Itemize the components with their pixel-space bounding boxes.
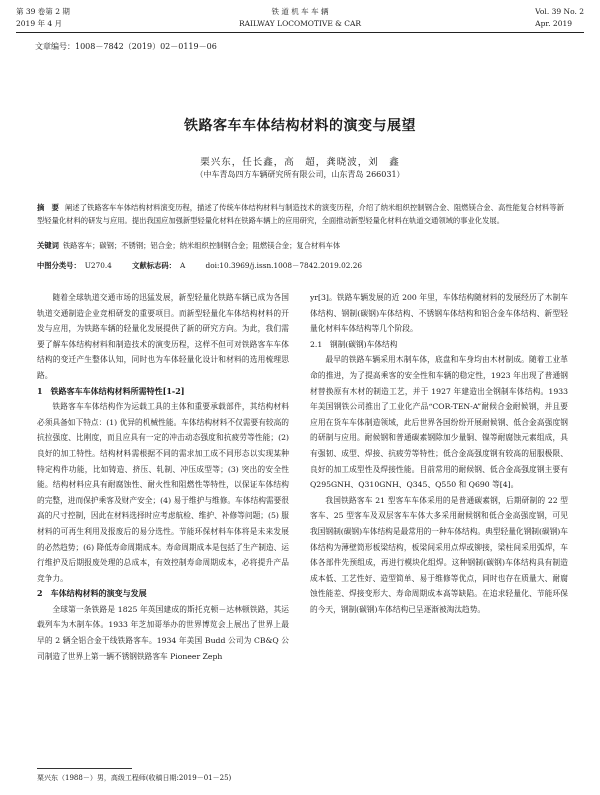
section-1-text: 铁路客车车体结构作为运载工具的主体和重要承载部件，其结构材料必须具备如下特点：(1) 优异的机械性能。车体结构材料不仅需要有较高的抗拉强度、比刚度，而且应具有一定的冲击动态强度和抗疲劳等性能；(2) 良好的加工特性。结构材料需根据不同的需求加工成不同形态以实现某种特定构件功能，比如铸造、挤压、轧制、冲压成型等；(3) 突出的安全性能。结构材料应具有耐腐蚀性、耐火性和阻燃性等特性，以保证车体结构的完整，进而保护乘客及财产安全；(4) 易于维护与维修。车体结构需要很高的尺寸控制，因此在材料选择时应考虑航检、维护、补修等问题；(5) 服材料的可再生利用及报废后的易分选性。节能环保材料车体将是未来发展的必然趋势；(6) 降低寿命周期成本。寿命周期成本是包括了生产制造、运行维护及后期报废处理的总成本，有效控制寿命周期成本，必将提升产品竞争力。 xyxy=(37,402,289,583)
left-column xyxy=(37,290,289,664)
footnote: 栗兴东（1988－）男，高级工程师(收稿日期:2019－01－25) xyxy=(37,774,232,782)
volume-cn: 第 39 卷第 2 期 xyxy=(16,7,70,16)
continued-paragraph: yr[3]。铁路车辆发展的近 200 年里，车体结构随材料的发展经历了木制车体结构、钢制(碳钢)车体结构、不锈钢车体结构和铝合金车体结构、新型轻量化材料车体结构等几个阶段。 xyxy=(310,293,568,334)
doccode-value: A xyxy=(179,261,186,270)
section-2-1-paragraph-2: 我国铁路客车 21 型客车车体采用的是普通碳素钢，后期研制的 22 型客车、25 型客车及双层客车车体大多采用耐候钢和低合金高强度钢，可见我国钢制(碳钢)车体结构是最常用的一种车体结构。典型轻量化钢制(碳钢)车体结构为薄壁筒形板梁结构，板梁间采用点焊或铆接，梁柱间采用弧焊，车体各部件先预组成，再进行模块化组焊。这种钢制(碳钢)车体结构具有制造成本低、工艺性好、造型简单、易于维修等优点，同时也存在质量大、耐腐蚀性能差、焊接变形大、寿命周期成本高等缺陷。在追求轻量化、节能环保的今天，钢制(碳钢)车体结构已呈逐渐被淘汰趋势。 xyxy=(310,495,568,614)
keywords-label: 关键词 xyxy=(37,241,59,250)
running-header xyxy=(16,6,584,32)
clc-label: 中图分类号： xyxy=(37,261,81,270)
abstract xyxy=(37,202,564,227)
section-2-text: 全球第一条铁路是 1825 年英国建成的斯托克顿－达林顿铁路，其运载列车为木制车体。1933 年芝加哥举办的世界博览会上展出了世界上最早的 2 辆全铝合金干线铁路客车。1934 年美国 Budd 公司为 CB&Q 公司制造了世界上第一辆不锈钢铁路客车 Pioneer Zeph xyxy=(37,604,289,661)
doc-number: 文章编号：1008－7842（2019）02－0119－06 xyxy=(35,42,217,51)
footnote-rule xyxy=(37,768,132,769)
header-center xyxy=(16,6,584,30)
classification xyxy=(37,261,362,271)
abstract-label: 摘 要 xyxy=(37,203,60,212)
volume-en: Vol. 39 No. 2 xyxy=(535,7,584,16)
journal-cn: 铁 道 机 车 车 辆 xyxy=(271,7,329,16)
section-2-heading: 2 车体结构材料的演变与发展 xyxy=(37,588,147,599)
section-2-1-heading: 2.1 钢制(碳钢)车体结构 xyxy=(310,339,398,349)
intro-paragraph: 随着全球轨道交通市场的迅猛发展，新型轻量化铁路车辆已成为各国轨道交通制造企业竞相研发的重要项目。而新型轻量化车体结构材料的开发与应用，为铁路车辆的轻量化发展提供了新的研究方向。为此，我们需要了解车体结构材料和制造技术的演变历程，这样不但可对铁路客车车体结构的变迁产生整体认知，同时也为车体轻量化设计和材料的选用梳理思路。 xyxy=(37,293,289,380)
doccode-label: 文献标志码： xyxy=(132,261,176,270)
affiliation: （中车青岛四方车辆研究所有限公司，山东青岛 266031） xyxy=(195,170,405,179)
keywords xyxy=(37,241,564,251)
abstract-text: 阐述了铁路客车车体结构材料演变历程，描述了传统车体结构材料与制造技术的演变历程，介绍了纳米组织控制钢合金、阻燃镁合金、高性能复合材料等新型轻量化材料的研发与应用。提出我国应加强新型轻量化材料在铁路车辆上的应用研究，全面推动新型轻量化材料在轨道交通领域的事业化发展。 xyxy=(37,203,564,225)
date-cn: 2019 年 4 月 xyxy=(16,19,63,28)
section-1-heading: 1 铁路客车车体结构材料所需特性[1-2] xyxy=(37,385,185,396)
header-rule xyxy=(16,32,584,33)
keywords-text: 铁路客车；碳钢；不锈钢；铝合金；纳米组织控制钢合金；阻燃镁合金；复合材料车体 xyxy=(62,241,341,250)
section-2-1-paragraph-1: 最早的铁路车辆采用木制车体，底盘和车身均由木材制成。随着工业革命的推进，为了提高乘客的安全性和车辆的稳定性，1923 年出现了普通钢材替换原有木材的制造工艺，并于 1927 年建造出全钢制车体结构。1933 年美国钢铁公司推出了工业化产品“COR-TEN-A”耐候合金耐候钢，并且要应用在货车车体制造领域，此后世界各国纷纷开展耐候钢、低合金高强度钢的研制与应用。耐候钢和普通碳素钢除加少量铜、镍等耐腐蚀元素组成，具有强韧、成型、焊接、抗疲劳等特性；低合金高强度钢有较高的屈服极限、良好的加工成型性及焊接性能。目前常用的耐候钢、低合金高强度钢主要有 Q295GNH、Q310GNH、Q345、Q550 和 Q690 等[4]。 xyxy=(310,355,568,490)
paper-title: 铁路客车车体结构材料的演变与展望 xyxy=(184,118,416,134)
authors: 栗兴东，任长鑫，高 超，龚晓波，刘 鑫 xyxy=(200,157,400,168)
header-right xyxy=(535,6,584,30)
doi: doi:10.3969/j.issn.1008－7842.2019.02.26 xyxy=(205,261,362,270)
right-column xyxy=(310,290,568,617)
clc-value: U270.4 xyxy=(84,261,112,270)
journal-en: RAILWAY LOCOMOTIVE & CAR xyxy=(238,19,362,28)
date-en: Apr. 2019 xyxy=(535,19,573,28)
